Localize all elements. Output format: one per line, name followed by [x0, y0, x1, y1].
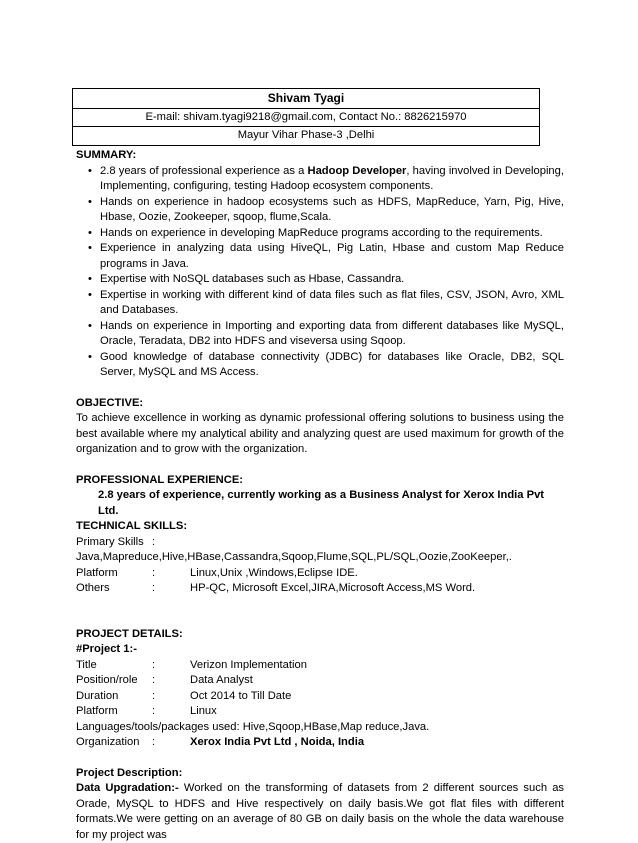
project-title-row: [76, 658, 564, 674]
project-title: #Project 1:-: [76, 643, 137, 655]
technical-heading: TECHNICAL SKILLS:: [76, 520, 188, 532]
platform-value: Linux,Unix ,Windows,Eclipse IDE.: [190, 566, 358, 579]
summary-item: • Hands on experience in Importing and exporting data from different databases like MySQL, Oracle, Teradata, DB2 into HDFS and viseversa using Sqoop.: [76, 319, 564, 350]
summary-item: • Expertise in working with different kind of data files such as flat files, CSV, JSON, Avro, XML and Databases.: [76, 288, 564, 319]
colon: :: [152, 658, 156, 671]
primary-skills-label: Primary Skills: [76, 535, 144, 548]
summary-item: • Hands on experience in developing MapReduce programs according to the requirements.: [76, 226, 564, 242]
contact-line: E-mail: shivam.tyagi9218@gmail.com, Contact No.: 8826215970: [73, 109, 539, 128]
summary-list: [76, 164, 564, 381]
objective-text: To achieve excellence in working as dynamic professional offering solutions to business using the best available where my analytical ability and analyzing quest are used maximum for growth of the organization and to grow with the organization.: [76, 412, 564, 455]
resume-content: [76, 148, 564, 843]
role-value: Data Analyst: [190, 674, 253, 686]
organization-row: [76, 735, 564, 751]
primary-skills-label-row: [76, 535, 564, 551]
colon: :: [152, 689, 156, 702]
organization-label: Organization: [76, 736, 140, 748]
organization-value: Xerox India Pvt Ltd , Noida, India: [190, 736, 365, 748]
summary-item: • 2.8 years of professional experience as a Hadoop Developer, having involved in Developing, Implementing, configuring, testing Hadoop ecosystem components.: [76, 164, 564, 195]
duration-value: Oct 2014 to Till Date: [190, 689, 292, 702]
platform-label: Platform: [76, 566, 118, 579]
colon: :: [152, 674, 156, 686]
project-heading: PROJECT DETAILS:: [76, 627, 183, 640]
primary-skills-value: Java,Mapreduce,Hive,HBase,Cassandra,Sqoop,Flume,SQL,PL/SQL,Oozie,ZooKeeper,.: [76, 551, 512, 563]
address-line: Mayur Vihar Phase-3 ,Delhi: [237, 129, 375, 141]
role-label: Position/role: [76, 674, 138, 686]
others-row: [76, 581, 564, 597]
duration-label: Duration: [76, 689, 119, 702]
title-value: Verizon Implementation: [190, 658, 307, 671]
colon: :: [152, 736, 156, 748]
summary-item: • Hands on experience in hadoop ecosystems such as HDFS, MapReduce, Yarn, Pig, Hive, Hbase, Oozie, Zookeeper, sqoop, flume,Scala.: [76, 195, 564, 226]
project-platform-value: Linux: [190, 705, 217, 717]
objective-heading: OBJECTIVE:: [76, 396, 144, 409]
project-role-row: [76, 673, 564, 689]
summary-heading: SUMMARY:: [76, 149, 137, 161]
project-duration-row: [76, 689, 564, 705]
colon: :: [152, 566, 156, 579]
others-value: HP-QC, Microsoft Excel,JIRA,Microsoft Access,MS Word.: [190, 582, 476, 594]
candidate-name: Shivam Tyagi: [73, 89, 539, 109]
others-label: Others: [76, 582, 110, 594]
title-label: Title: [76, 658, 97, 671]
description-body: Worked on the transforming of datasets from 2 different sources such as Orade, MySQL to HDFS and Hive respectively on daily basis.We got flat files with different formats.We were getting on an average of 80 GB on daily basis on the whole the data warehouse for my project was: [76, 782, 565, 841]
description-text: [76, 781, 564, 843]
header-box: [72, 88, 540, 146]
project-platform-row: [76, 704, 564, 720]
description-lead: Data Upgradation:-: [76, 782, 179, 794]
description-heading: Project Description:: [76, 766, 183, 779]
languages-line: Languages/tools/packages used: Hive,Sqoop,HBase,Map reduce,Java.: [76, 720, 430, 733]
summary-item: • Expertise with NoSQL databases such as Hbase, Cassandra.: [76, 272, 564, 288]
colon: :: [152, 705, 156, 717]
platform-row: [76, 566, 564, 582]
experience-summary: 2.8 years of experience, currently working as a Business Analyst for Xerox India Pvt Ltd.: [98, 489, 545, 517]
colon: :: [152, 582, 156, 594]
project-platform-label: Platform: [76, 705, 118, 717]
summary-item: • Experience in analyzing data using HiveQL, Pig Latin, Hbase and custom Map Reduce programs in Java.: [76, 241, 564, 272]
colon: :: [152, 535, 156, 548]
experience-heading: PROFESSIONAL EXPERIENCE:: [76, 473, 244, 486]
summary-item: • Good knowledge of database connectivity (JDBC) for databases like Oracle, DB2, SQL Server, MySQL and MS Access.: [76, 350, 564, 381]
